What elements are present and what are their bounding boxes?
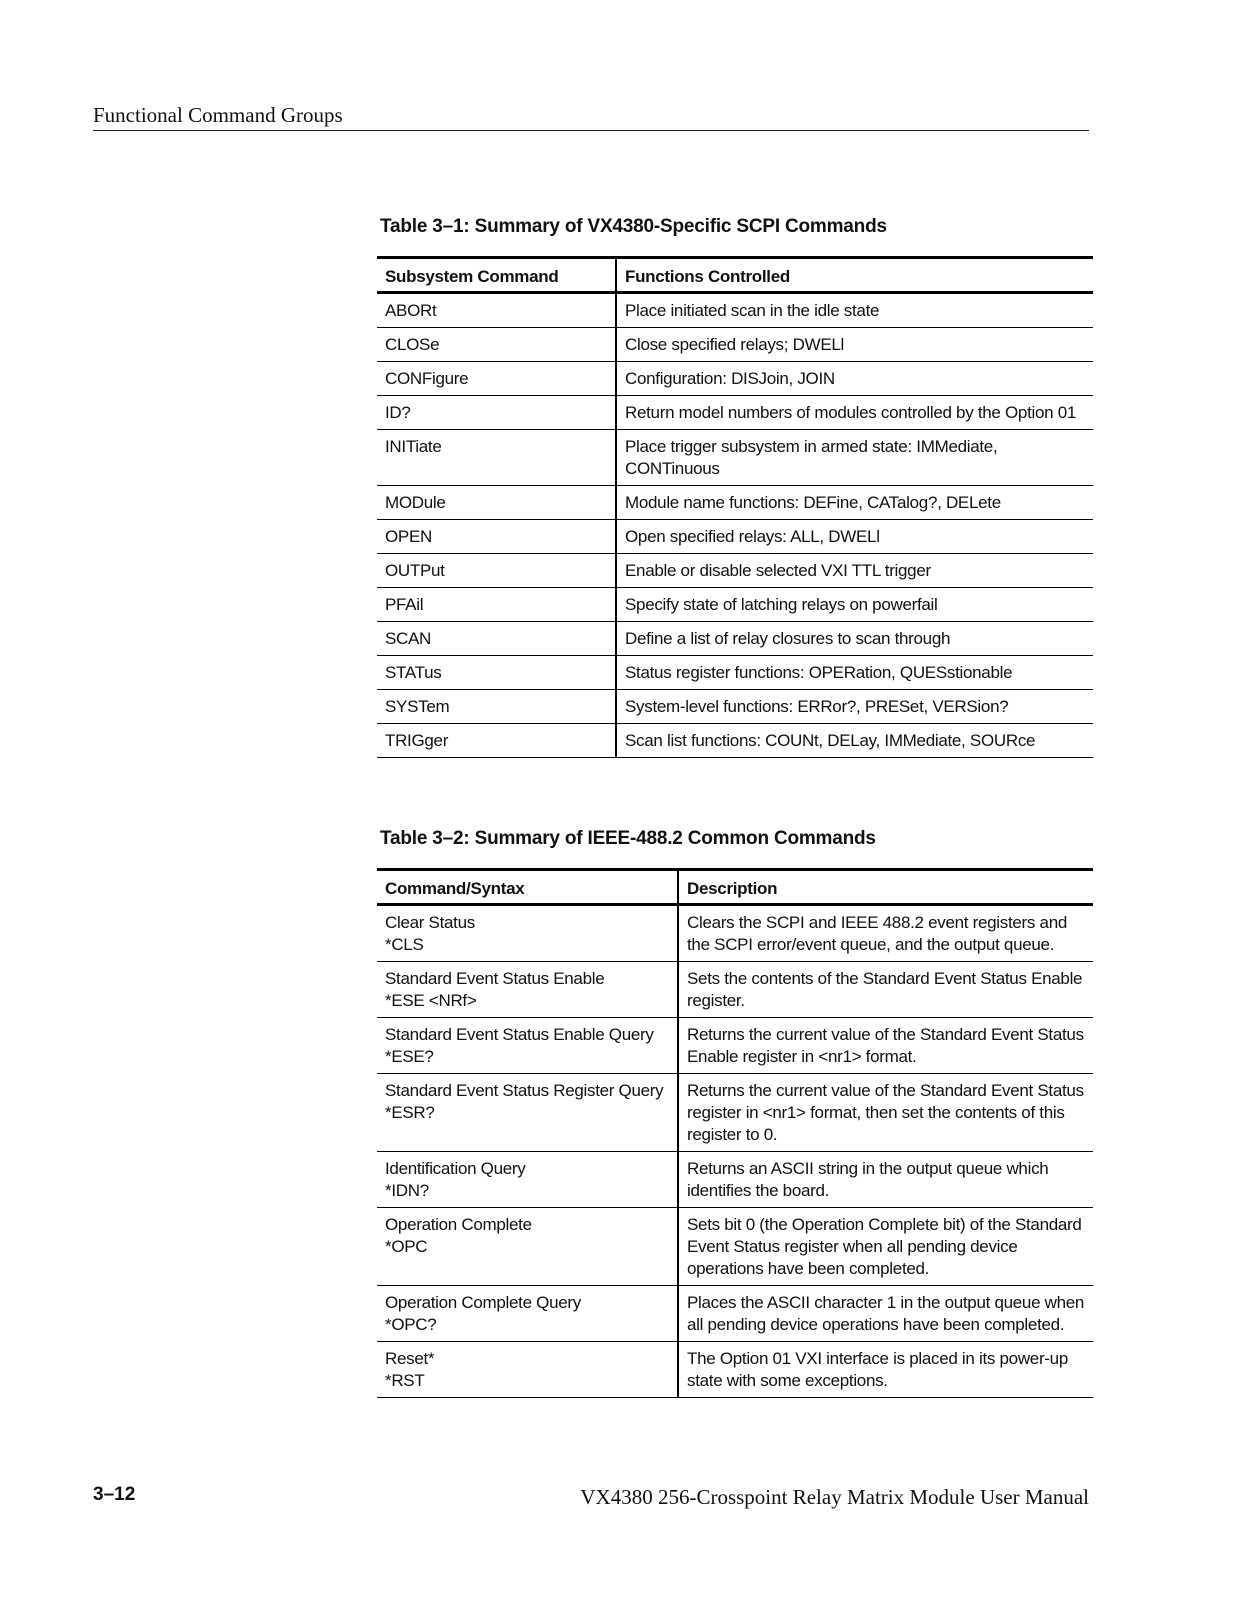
table-row <box>377 690 1093 724</box>
command-cell: MODule <box>377 486 616 520</box>
command-cell: SCAN <box>377 622 616 656</box>
command-cell <box>377 1286 678 1342</box>
command-syntax: *OPC <box>385 1237 428 1256</box>
description-cell: Place initiated scan in the idle state <box>616 293 1093 328</box>
command-cell: OUTPut <box>377 554 616 588</box>
command-syntax: *ESE? <box>385 1047 434 1066</box>
command-cell: ID? <box>377 396 616 430</box>
command-name: Standard Event Status Register Query <box>385 1081 664 1100</box>
command-name: Standard Event Status Enable <box>385 969 605 988</box>
description-cell: Return model numbers of modules controlled by the Option 01 <box>616 396 1093 430</box>
command-syntax: *IDN? <box>385 1181 429 1200</box>
command-cell <box>377 962 678 1018</box>
command-cell <box>377 1074 678 1152</box>
table-row <box>377 328 1093 362</box>
description-cell: Enable or disable selected VXI TTL trigger <box>616 554 1093 588</box>
description-cell: Sets bit 0 (the Operation Complete bit) of the Standard Event Status register when all pending device operations have been completed. <box>678 1208 1093 1286</box>
command-name: Reset* <box>385 1349 435 1368</box>
table-row <box>377 1018 1093 1074</box>
description-cell: Returns an ASCII string in the output queue which identifies the board. <box>678 1152 1093 1208</box>
column-header-subsystem-command: Subsystem Command <box>377 258 616 293</box>
command-cell: CONFigure <box>377 362 616 396</box>
table-row <box>377 430 1093 486</box>
command-cell <box>377 1152 678 1208</box>
scpi-commands-table <box>377 256 1093 758</box>
table-header-row <box>377 258 1093 293</box>
command-syntax: *OPC? <box>385 1315 437 1334</box>
description-cell: Scan list functions: COUNt, DELay, IMMediate, SOURce <box>616 724 1093 758</box>
table-row <box>377 1152 1093 1208</box>
table-row <box>377 962 1093 1018</box>
description-cell: Status register functions: OPERation, QUESstionable <box>616 656 1093 690</box>
command-cell: CLOSe <box>377 328 616 362</box>
command-name: Standard Event Status Enable Query <box>385 1025 654 1044</box>
description-cell: Specify state of latching relays on powerfail <box>616 588 1093 622</box>
ieee-common-commands-table <box>377 868 1093 1398</box>
command-cell <box>377 1208 678 1286</box>
table-row <box>377 520 1093 554</box>
table-row <box>377 396 1093 430</box>
table-row <box>377 588 1093 622</box>
command-syntax: *CLS <box>385 935 424 954</box>
description-cell: Define a list of relay closures to scan through <box>616 622 1093 656</box>
command-cell: PFAil <box>377 588 616 622</box>
description-cell: The Option 01 VXI interface is placed in its power-up state with some exceptions. <box>678 1342 1093 1398</box>
table-row <box>377 554 1093 588</box>
column-header-description: Description <box>678 870 1093 905</box>
command-syntax: *ESR? <box>385 1103 435 1122</box>
description-cell: Close specified relays; DWELl <box>616 328 1093 362</box>
command-cell: OPEN <box>377 520 616 554</box>
description-cell: Sets the contents of the Standard Event Status Enable register. <box>678 962 1093 1018</box>
description-cell: Places the ASCII character 1 in the output queue when all pending device operations have been completed. <box>678 1286 1093 1342</box>
command-name: Clear Status <box>385 913 475 932</box>
table-row <box>377 1074 1093 1152</box>
table-2-title: Table 3–2: Summary of IEEE-488.2 Common Commands <box>380 828 876 849</box>
description-cell: Returns the current value of the Standard Event Status register in <nr1> format, then set the contents of this register to 0. <box>678 1074 1093 1152</box>
command-syntax: *RST <box>385 1371 425 1390</box>
command-cell: SYSTem <box>377 690 616 724</box>
page-number: 3–12 <box>93 1484 136 1505</box>
command-cell <box>377 905 678 962</box>
description-cell: Module name functions: DEFine, CATalog?, DELete <box>616 486 1093 520</box>
description-cell: Open specified relays: ALL, DWELl <box>616 520 1093 554</box>
description-cell: Configuration: DISJoin, JOIN <box>616 362 1093 396</box>
table-row <box>377 1342 1093 1398</box>
command-cell: ABORt <box>377 293 616 328</box>
command-cell <box>377 1018 678 1074</box>
manual-title: VX4380 256-Crosspoint Relay Matrix Module User Manual <box>580 1485 1089 1509</box>
command-cell <box>377 1342 678 1398</box>
table-header-row <box>377 870 1093 905</box>
description-cell: System-level functions: ERRor?, PRESet, VERSion? <box>616 690 1093 724</box>
table-row <box>377 622 1093 656</box>
command-name: Operation Complete Query <box>385 1293 581 1312</box>
table-row <box>377 724 1093 758</box>
description-cell: Clears the SCPI and IEEE 488.2 event registers and the SCPI error/event queue, and the output queue. <box>678 905 1093 962</box>
table-row <box>377 1208 1093 1286</box>
table-row <box>377 486 1093 520</box>
description-cell: Returns the current value of the Standard Event Status Enable register in <nr1> format. <box>678 1018 1093 1074</box>
command-syntax: *ESE <NRf> <box>385 991 477 1010</box>
table-row <box>377 1286 1093 1342</box>
table-row <box>377 905 1093 962</box>
description-cell: Place trigger subsystem in armed state: IMMediate, CONTinuous <box>616 430 1093 486</box>
column-header-command-syntax: Command/Syntax <box>377 870 678 905</box>
command-name: Operation Complete <box>385 1215 532 1234</box>
command-name: Identification Query <box>385 1159 526 1178</box>
table-row <box>377 362 1093 396</box>
table-1-title: Table 3–1: Summary of VX4380-Specific SCPI Commands <box>380 216 887 237</box>
command-cell: STATus <box>377 656 616 690</box>
command-cell: TRIGger <box>377 724 616 758</box>
running-header: Functional Command Groups <box>93 102 1089 131</box>
table-row <box>377 656 1093 690</box>
column-header-functions-controlled: Functions Controlled <box>616 258 1093 293</box>
table-row <box>377 293 1093 328</box>
command-cell: INITiate <box>377 430 616 486</box>
